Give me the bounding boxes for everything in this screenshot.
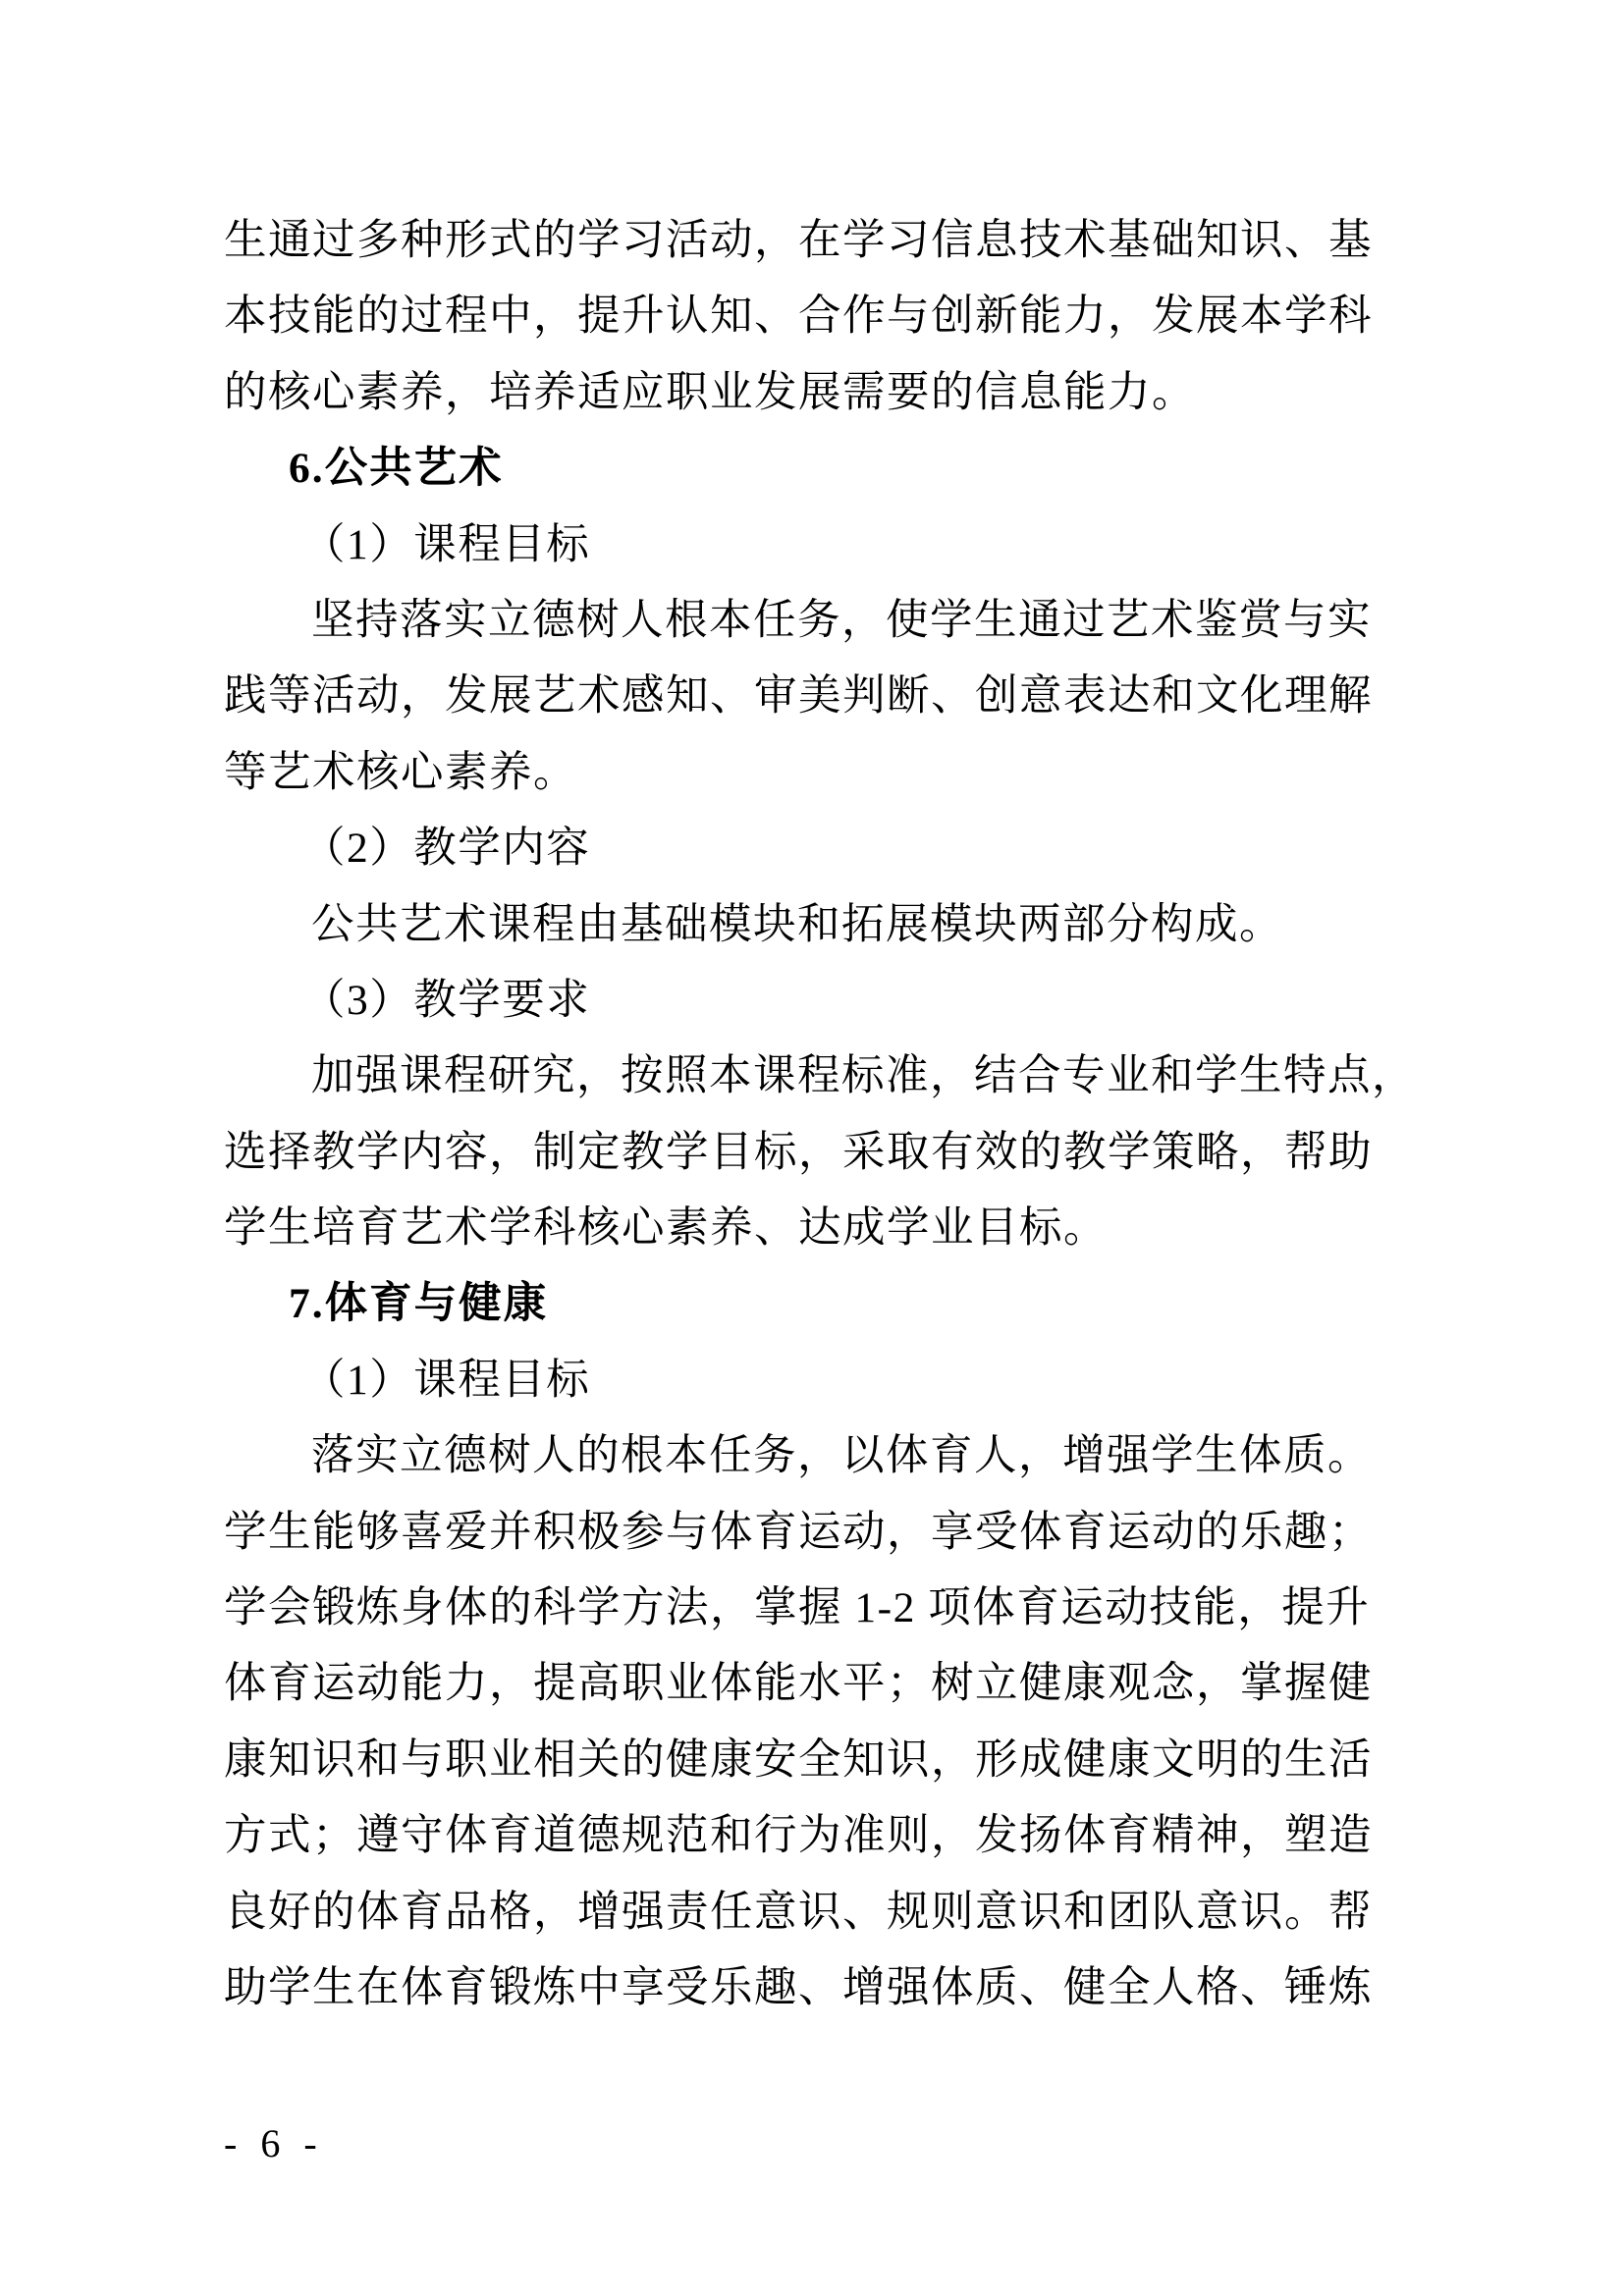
body-text-line: 践等活动，发展艺术感知、审美判断、创意表达和文化理解 [224, 672, 1373, 721]
subsection-heading: （3）教学要求 [302, 976, 591, 1024]
body-text-line: 学生能够喜爱并积极参与体育运动，享受体育运动的乐趣； [224, 1508, 1373, 1556]
document-body [224, 203, 1416, 2026]
body-text-line: 公共艺术课程由基础模块和拓展模块两部分构成。 [311, 900, 1283, 948]
body-text-line: 等艺术核心素养。 [224, 748, 577, 796]
body-text-line: 坚持落实立德树人根本任务，使学生通过艺术鉴赏与实 [311, 596, 1372, 644]
page-number: - 6 - [224, 2121, 324, 2165]
section-heading: 6.公共艺术 [289, 445, 504, 493]
body-text-line: 方式；遵守体育道德规范和行为准则，发扬体育精神，塑造 [224, 1812, 1373, 1860]
body-text-line: 落实立德树人的根本任务，以体育人，增强学生体质。 [311, 1432, 1372, 1480]
body-text-line: 康知识和与职业相关的健康安全知识，形成健康文明的生活 [224, 1735, 1373, 1784]
body-text-line: 的核心素养，培养适应职业发展需要的信息能力。 [224, 368, 1196, 416]
subsection-heading: （2）教学内容 [302, 825, 591, 873]
body-text-line: 体育运动能力，提高职业体能水平；树立健康观念，掌握健 [224, 1660, 1373, 1708]
body-text-line: 加强课程研究，按照本课程标准，结合专业和学生特点， [311, 1052, 1416, 1100]
section-heading: 7.体育与健康 [289, 1280, 549, 1328]
body-text-line: 良好的体育品格，增强责任意识、规则意识和团队意识。帮 [224, 1888, 1373, 1936]
body-text-line: 本技能的过程中，提升认知、合作与创新能力，发展本学科 [224, 293, 1373, 341]
subsection-heading: （1）课程目标 [302, 520, 591, 568]
subsection-heading: （1）课程目标 [302, 1356, 591, 1404]
body-text-line: 生通过多种形式的学习活动，在学习信息技术基础知识、基 [224, 217, 1373, 264]
body-text-line: 选择教学内容，制定教学目标，采取有效的教学策略，帮助 [224, 1128, 1373, 1176]
body-text-line: 学生培育艺术学科核心素养、达成学业目标。 [224, 1204, 1108, 1253]
body-text-line: 助学生在体育锻炼中享受乐趣、增强体质、健全人格、锤炼 [224, 1963, 1373, 2011]
body-text-line: 学会锻炼身体的科学方法，掌握 1-2 项体育运动技能，提升 [224, 1584, 1371, 1632]
